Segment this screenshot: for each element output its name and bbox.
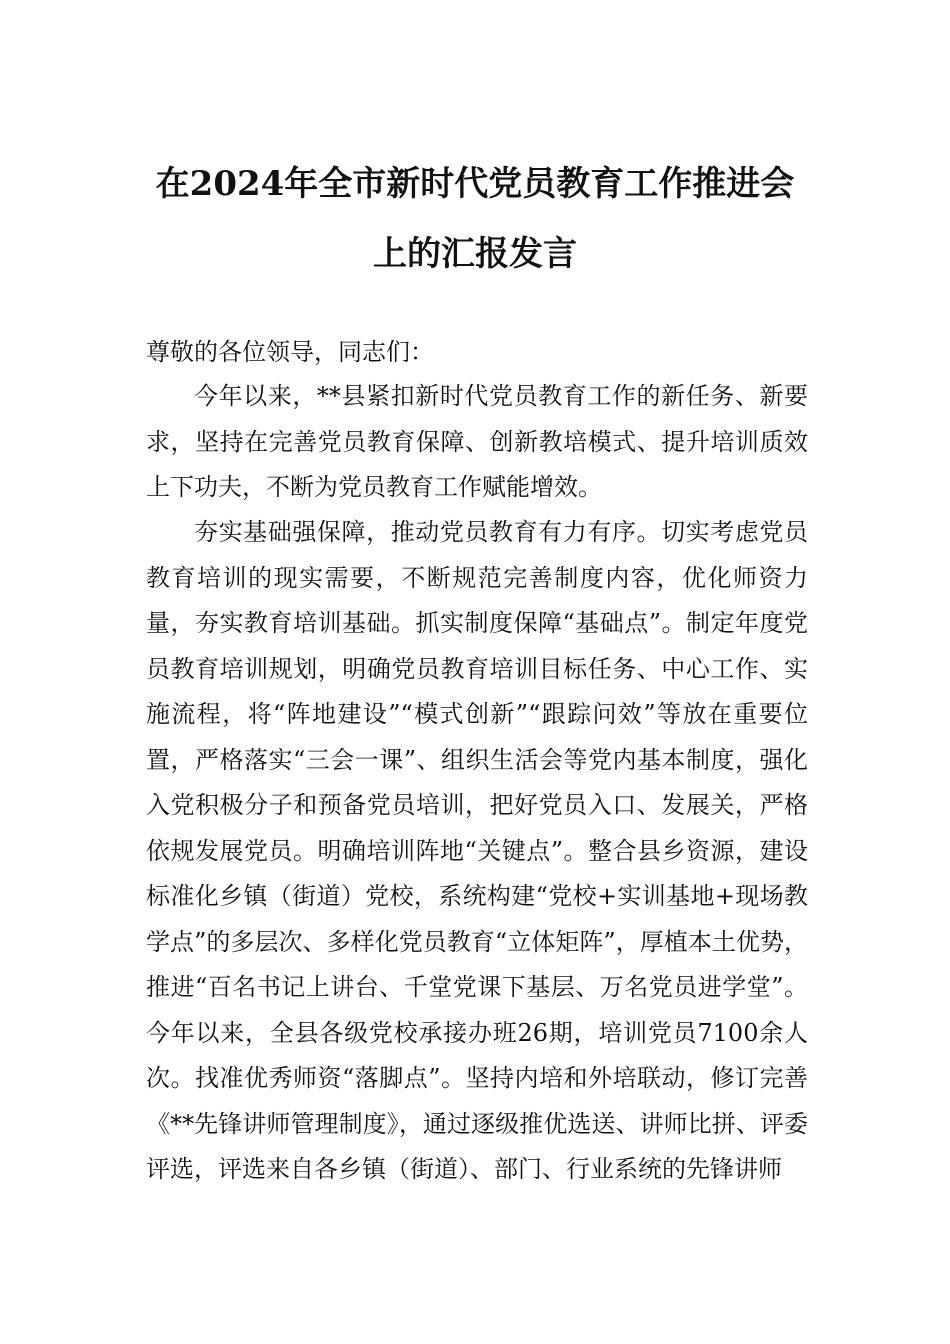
document-title-line-1: 在2024年全市新时代党员教育工作推进会 <box>155 164 795 204</box>
paragraph-foundation: 夯实基础强保障，推动党员教育有力有序。切实考虑党员教育培训的现实需要，不断规范完善制度内容，优化师资力量，夯实教育培训基础。抓实制度保障“基础点”。制定年度党员教育培训规划，明确党员教育培训目标任务、中心工作、实施流程，将“阵地建设”“模式创新”“跟踪问效”等放在重要位置，严格落实“三会一课”、组织生活会等党内基本制度，强化入党积极分子和预备党员培训，把好党员入口、发展关，严格依规发展党员。明确培训阵地“关键点”。整合县乡资源，建设标准化乡镇（街道）党校，系统构建“党校+实训基地+现场教学点”的多层次、多样化党员教育“立体矩阵”，厚植本土优势，推进“百名书记上讲台、千堂党课下基层、万名党员进学堂”。今年以来，全县各级党校承接办班26期，培训党员7100余人次。找准优秀师资“落脚点”。坚持内培和外培联动，修订完善《**先锋讲师管理制度》，通过逐级推优选送、讲师比拼、评委评选，评选来自各乡镇（街道）、部门、行业系统的先锋讲师 <box>146 518 808 1183</box>
paragraph-intro: 今年以来，**县紧扣新时代党员教育工作的新任务、新要求，坚持在完善党员教育保障、创新教培模式、提升培训质效上下功夫，不断为党员教育工作赋能增效。 <box>146 382 808 501</box>
document-title-line-2: 上的汇报发言 <box>373 234 577 274</box>
salutation: 尊敬的各位领导，同志们： <box>146 338 434 366</box>
